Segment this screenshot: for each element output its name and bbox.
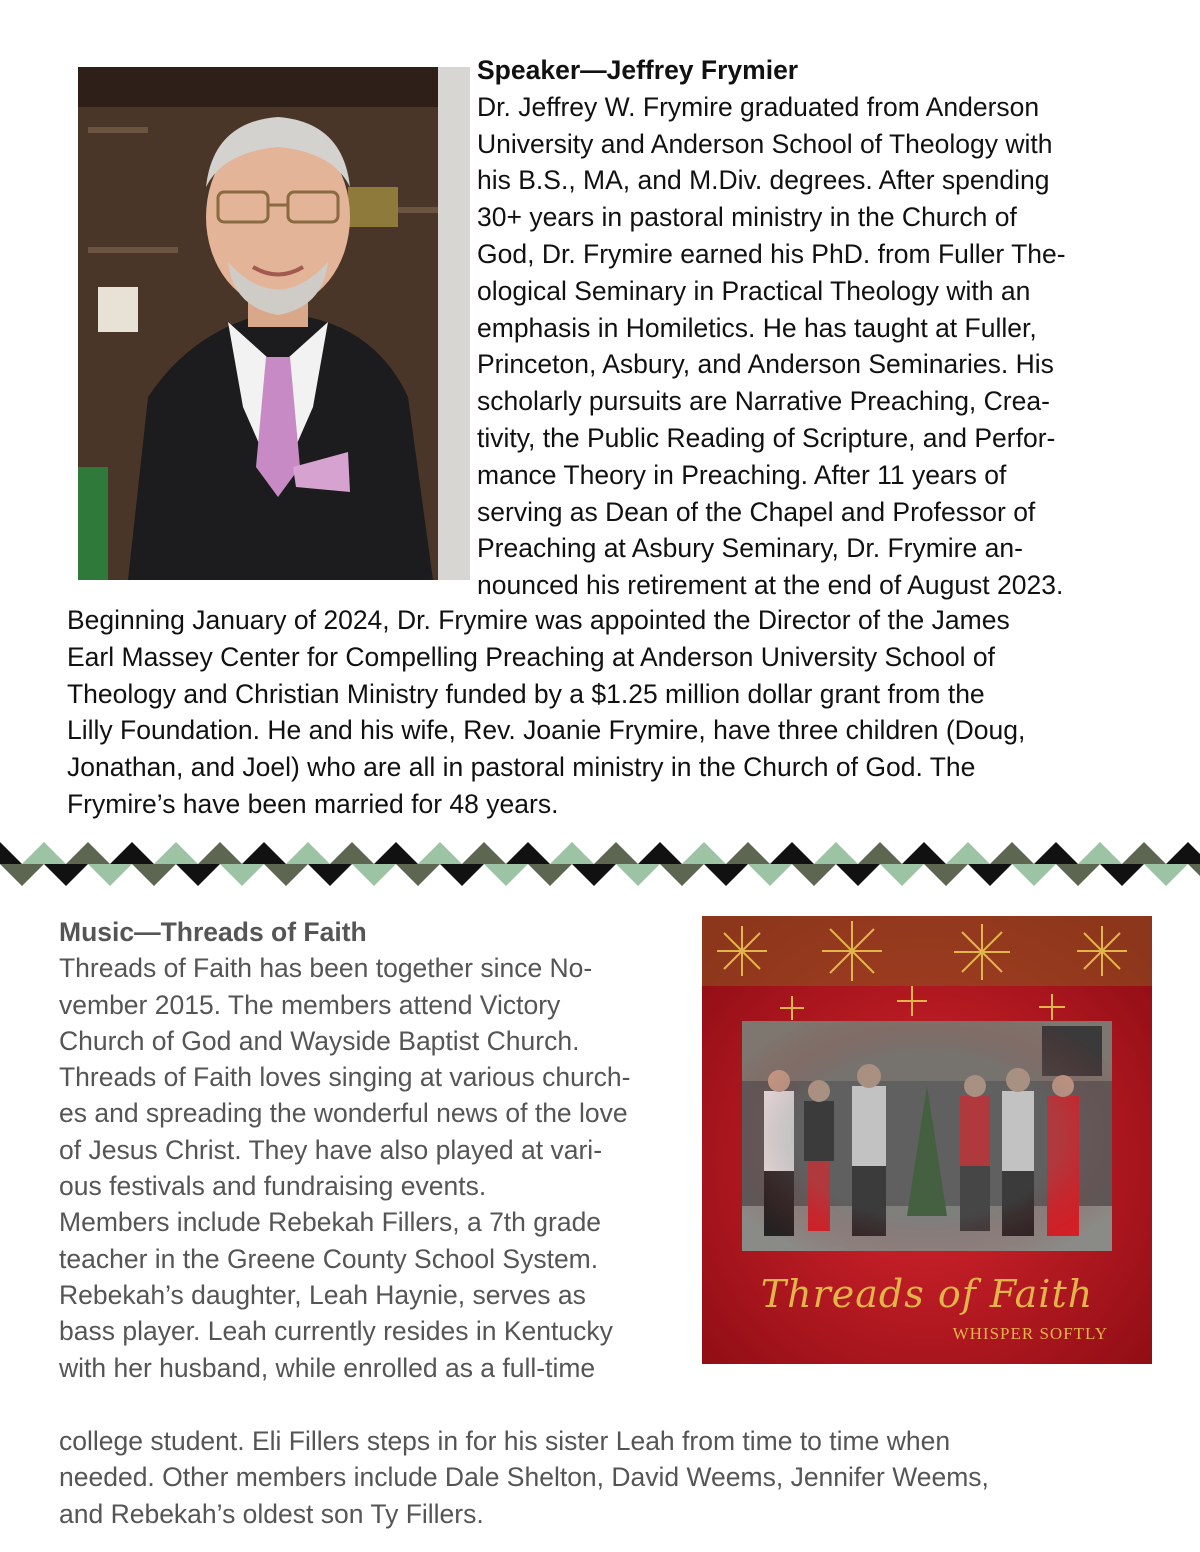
speaker-bio-line: serving as Dean of the Chapel and Professor of xyxy=(477,496,1036,527)
speaker-bio-line: tivity, the Public Reading of Scripture, and Perfor- xyxy=(477,422,1056,453)
divider-triangle xyxy=(110,842,154,864)
divider-triangle xyxy=(220,864,264,886)
music-section xyxy=(59,914,709,1386)
divider-triangle xyxy=(946,842,990,864)
divider-triangle xyxy=(1056,864,1100,886)
divider-triangle xyxy=(1188,864,1200,886)
speaker-bio-line: Beginning January of 2024, Dr. Frymire was appointed the Director of the James xyxy=(67,605,1010,635)
divider-triangle xyxy=(154,842,198,864)
divider-triangle xyxy=(0,842,22,864)
speaker-bio-continued xyxy=(67,602,1177,823)
speaker-heading: Speaker—Jeffrey Frymier xyxy=(477,55,799,85)
divider-triangle xyxy=(396,864,440,886)
music-bio-line: of Jesus Christ. They have also played at vari- xyxy=(59,1134,603,1165)
speaker-bio-line: God, Dr. Frymire earned his PhD. from Fuller The- xyxy=(477,238,1066,269)
speaker-bio-line: 30+ years in pastoral ministry in the Church of xyxy=(477,202,1017,233)
divider-triangle xyxy=(572,864,616,886)
speaker-bio-line: Preaching at Asbury Seminary, Dr. Frymire an- xyxy=(477,533,1023,564)
divider-triangle xyxy=(0,864,44,886)
divider-triangle xyxy=(132,864,176,886)
divider-triangle xyxy=(44,864,88,886)
divider-triangle xyxy=(308,864,352,886)
divider-triangle xyxy=(726,842,770,864)
divider-triangle xyxy=(198,842,242,864)
music-bio-line: ous festivals and fundraising events. xyxy=(59,1171,487,1202)
music-bio-line: and Rebekah’s oldest son Ty Fillers. xyxy=(59,1498,484,1529)
speaker-bio-line: scholarly pursuits are Narrative Preaching, Crea- xyxy=(477,386,1050,417)
album-title: Threads of Faith xyxy=(760,1272,1094,1316)
music-bio-line: Church of God and Wayside Baptist Church. xyxy=(59,1025,580,1056)
divider-triangle xyxy=(836,864,880,886)
divider-triangle xyxy=(550,842,594,864)
decorative-diamond-divider xyxy=(0,842,1200,886)
divider-triangle xyxy=(792,864,836,886)
speaker-bio-line: ological Seminary in Practical Theology with an xyxy=(477,275,1031,306)
divider-triangle xyxy=(1144,864,1188,886)
divider-triangle xyxy=(286,842,330,864)
speaker-section xyxy=(477,52,1167,604)
speaker-photo xyxy=(78,67,470,580)
music-bio-line: needed. Other members include Dale Shelton, David Weems, Jennifer Weems, xyxy=(59,1462,989,1493)
divider-triangle xyxy=(88,864,132,886)
divider-triangle xyxy=(176,864,220,886)
speaker-bio-line: University and Anderson School of Theology with xyxy=(477,128,1053,159)
speaker-bio xyxy=(477,89,1167,604)
divider-triangle xyxy=(242,842,286,864)
music-bio-line: es and spreading the wonderful news of the love xyxy=(59,1098,628,1129)
speaker-bio-line: nounced his retirement at the end of August 2023. xyxy=(477,570,1064,601)
speaker-bio-line: Earl Massey Center for Compelling Preaching at Anderson University School of xyxy=(67,641,995,672)
divider-triangle xyxy=(858,842,902,864)
divider-triangle xyxy=(660,864,704,886)
divider-triangle xyxy=(616,864,660,886)
speaker-bio-line: Frymire’s have been married for 48 years. xyxy=(67,788,559,819)
divider-triangle xyxy=(902,842,946,864)
divider-triangle xyxy=(374,842,418,864)
music-bio-line: vember 2015. The members attend Victory xyxy=(59,989,561,1020)
divider-triangle xyxy=(748,864,792,886)
speaker-bio-line: mance Theory in Preaching. After 11 years of xyxy=(477,459,1007,490)
divider-triangle xyxy=(880,864,924,886)
divider-triangle xyxy=(990,842,1034,864)
divider-triangle xyxy=(330,842,374,864)
divider-triangle xyxy=(506,842,550,864)
music-bio-line: Threads of Faith has been together since No- xyxy=(59,953,593,984)
music-heading: Music—Threads of Faith xyxy=(59,917,367,947)
album-subtitle: WHISPER SOFTLY xyxy=(952,1324,1108,1343)
divider-triangle xyxy=(1166,842,1200,864)
speaker-portrait xyxy=(78,67,470,580)
speaker-bio-line: Dr. Jeffrey W. Frymire graduated from Anderson xyxy=(477,91,1040,122)
divider-triangle xyxy=(1122,842,1166,864)
divider-triangle xyxy=(924,864,968,886)
music-bio xyxy=(59,950,709,1386)
speaker-bio-line: Princeton, Asbury, and Anderson Seminaries. His xyxy=(477,349,1054,380)
speaker-bio-line: Lilly Foundation. He and his wife, Rev. Joanie Frymire, have three children (Doug, xyxy=(67,715,1026,746)
divider-triangle xyxy=(594,842,638,864)
divider-triangle xyxy=(682,842,726,864)
divider-triangle xyxy=(264,864,308,886)
music-bio-line: Rebekah’s daughter, Leah Haynie, serves as xyxy=(59,1279,586,1310)
divider-triangle xyxy=(440,864,484,886)
divider-triangle xyxy=(462,842,506,864)
music-bio-line: teacher in the Greene County School System. xyxy=(59,1243,599,1274)
music-bio-line: with her husband, while enrolled as a full-time xyxy=(59,1352,596,1383)
divider-triangle xyxy=(418,842,462,864)
divider-triangle xyxy=(1100,864,1144,886)
divider-triangle xyxy=(704,864,748,886)
divider-triangle xyxy=(484,864,528,886)
divider-triangle xyxy=(66,842,110,864)
divider-triangle xyxy=(814,842,858,864)
music-bio-continued xyxy=(59,1423,1169,1532)
music-bio-line: Threads of Faith loves singing at various church- xyxy=(59,1062,631,1093)
divider-triangle xyxy=(1012,864,1056,886)
divider-triangle xyxy=(770,842,814,864)
divider-triangle xyxy=(1078,842,1122,864)
divider-triangle xyxy=(968,864,1012,886)
divider-triangle xyxy=(528,864,572,886)
album-cover xyxy=(702,916,1152,1364)
speaker-bio-line: Theology and Christian Ministry funded by a $1.25 million dollar grant from the xyxy=(67,678,985,709)
speaker-bio-line: Jonathan, and Joel) who are all in pastoral ministry in the Church of God. The xyxy=(67,752,976,783)
music-bio-line: bass player. Leah currently resides in Kentucky xyxy=(59,1316,613,1347)
divider-triangle xyxy=(1034,842,1078,864)
divider-triangle xyxy=(22,842,66,864)
speaker-bio-line: emphasis in Homiletics. He has taught at Fuller, xyxy=(477,312,1037,343)
speaker-bio-line: his B.S., MA, and M.Div. degrees. After spending xyxy=(477,165,1050,196)
divider-triangle xyxy=(352,864,396,886)
music-bio-line: Members include Rebekah Fillers, a 7th grade xyxy=(59,1207,602,1238)
divider-triangle xyxy=(638,842,682,864)
music-bio-line: college student. Eli Fillers steps in for his sister Leah from time to time when xyxy=(59,1426,951,1456)
